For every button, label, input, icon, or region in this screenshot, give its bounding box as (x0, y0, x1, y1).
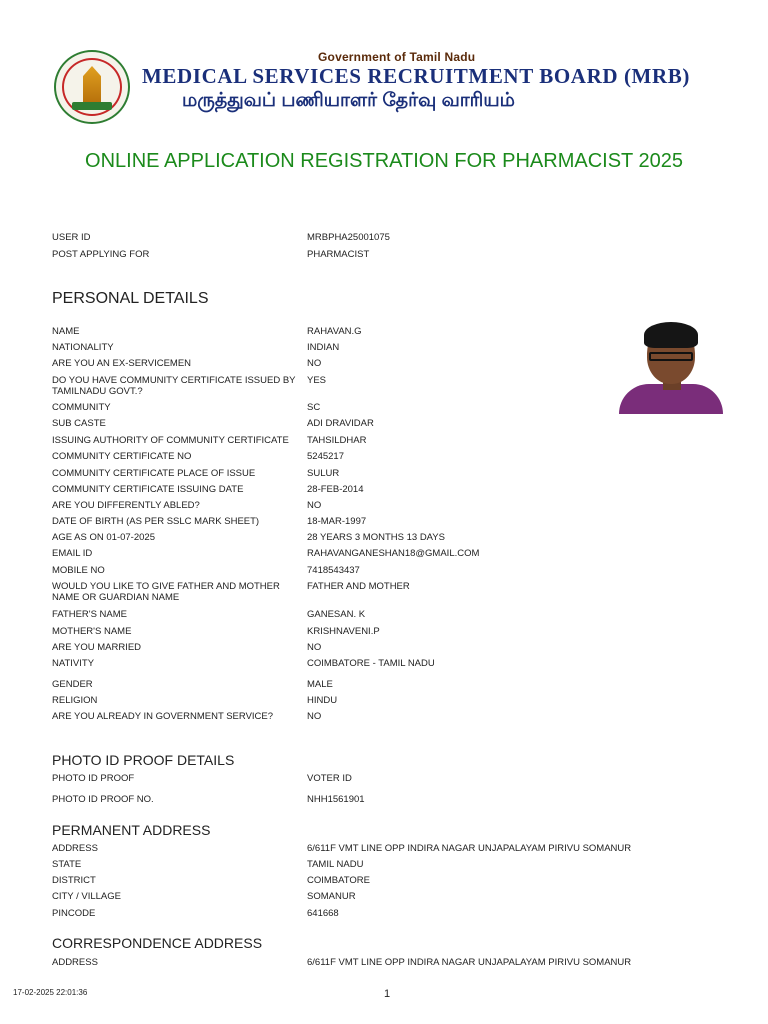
field-label: NAME (52, 326, 80, 337)
field-value: HINDU (307, 695, 338, 706)
field-label: ARE YOU MARRIED (52, 642, 142, 653)
page-number: 1 (384, 988, 391, 1000)
field-label: USER ID (52, 232, 91, 243)
field-label: DATE OF BIRTH (AS PER SSLC MARK SHEET) (52, 516, 260, 527)
field-value: KRISHNAVENI.P (307, 626, 380, 637)
field-value: COIMBATORE (307, 875, 370, 886)
field-label: COMMUNITY CERTIFICATE PLACE OF ISSUE (52, 468, 256, 479)
field-value: TAHSILDHAR (307, 435, 367, 446)
field-value: RAHAVAN.G (307, 326, 362, 337)
field-value: 7418543437 (307, 565, 360, 576)
field-value: SC (307, 402, 321, 413)
field-label: NATIVITY (52, 658, 95, 669)
field-value: NO (307, 642, 322, 653)
field-value: INDIAN (307, 342, 340, 353)
field-label: ARE YOU DIFFERENTLY ABLED? (52, 500, 200, 511)
board-name: MEDICAL SERVICES RECRUITMENT BOARD (MRB) (142, 64, 690, 88)
field-label: ADDRESS (52, 957, 98, 968)
field-label: DO YOU HAVE COMMUNITY CERTIFICATE ISSUED BY TAMILNADU GOVT.? (52, 375, 296, 397)
field-label: SUB CASTE (52, 418, 106, 429)
section-heading-personal: PERSONAL DETAILS (52, 290, 209, 307)
field-label: COMMUNITY CERTIFICATE NO (52, 451, 192, 462)
field-label: MOTHER'S NAME (52, 626, 132, 637)
field-label: POST APPLYING FOR (52, 249, 150, 260)
field-value: NO (307, 500, 322, 511)
field-value: MALE (307, 679, 333, 690)
field-label: ISSUING AUTHORITY OF COMMUNITY CERTIFICATE (52, 435, 289, 446)
field-label: WOULD YOU LIKE TO GIVE FATHER AND MOTHER NAME OR GUARDIAN NAME (52, 581, 280, 603)
government-line: Government of Tamil Nadu (318, 50, 476, 64)
print-timestamp: 17-02-2025 22:01:36 (13, 988, 88, 997)
field-label: STATE (52, 859, 82, 870)
field-label: FATHER'S NAME (52, 609, 128, 620)
section-heading-photo-id: PHOTO ID PROOF DETAILS (52, 752, 235, 768)
field-label: ADDRESS (52, 843, 98, 854)
field-value: RAHAVANGANESHAN18@GMAIL.COM (307, 548, 480, 559)
field-label: PINCODE (52, 908, 96, 919)
field-label: GENDER (52, 679, 93, 690)
field-value: NHH1561901 (307, 794, 365, 805)
tamil-nadu-emblem-icon (54, 50, 130, 124)
header-banner (52, 48, 712, 128)
field-value: COIMBATORE - TAMIL NADU (307, 658, 435, 669)
field-label: PHOTO ID PROOF (52, 773, 135, 784)
board-name-tamil: மருத்துவப் பணியாளர் தேர்வு வாரியம் (182, 90, 515, 111)
field-value: 6/611F VMT LINE OPP INDIRA NAGAR UNJAPALAYAM PIRIVU SOMANUR (307, 957, 632, 968)
field-label: AGE AS ON 01-07-2025 (52, 532, 155, 543)
field-value: 28 YEARS 3 MONTHS 13 DAYS (307, 532, 445, 543)
field-label: RELIGION (52, 695, 98, 706)
field-value: 18-MAR-1997 (307, 516, 367, 527)
field-value: NO (307, 358, 322, 369)
section-heading-correspondence-address: CORRESPONDENCE ADDRESS (52, 935, 263, 951)
section-heading-permanent-address: PERMANENT ADDRESS (52, 822, 211, 838)
field-value: ADI DRAVIDAR (307, 418, 374, 429)
field-value: YES (307, 375, 327, 386)
field-label: NATIONALITY (52, 342, 114, 353)
field-value: TAMIL NADU (307, 859, 364, 870)
field-value: 5245217 (307, 451, 344, 462)
field-value: VOTER ID (307, 773, 352, 784)
field-value: SULUR (307, 468, 340, 479)
field-label: CITY / VILLAGE (52, 891, 121, 902)
field-label: COMMUNITY (52, 402, 111, 413)
field-label: ARE YOU ALREADY IN GOVERNMENT SERVICE? (52, 711, 274, 722)
field-value: MRBPHA25001075 (307, 232, 390, 243)
field-value: 28-FEB-2014 (307, 484, 364, 495)
field-label: MOBILE NO (52, 565, 105, 576)
field-label: PHOTO ID PROOF NO. (52, 794, 154, 805)
field-value: SOMANUR (307, 891, 356, 902)
field-label: DISTRICT (52, 875, 96, 886)
field-value: PHARMACIST (307, 249, 370, 260)
field-label: EMAIL ID (52, 548, 93, 559)
field-value: 641668 (307, 908, 339, 919)
field-label: ARE YOU AN EX-SERVICEMEN (52, 358, 192, 369)
field-label: COMMUNITY CERTIFICATE ISSUING DATE (52, 484, 244, 495)
field-value: FATHER AND MOTHER (307, 581, 410, 592)
page-title: ONLINE APPLICATION REGISTRATION FOR PHARMACIST 2025 (85, 150, 683, 172)
field-value: 6/611F VMT LINE OPP INDIRA NAGAR UNJAPALAYAM PIRIVU SOMANUR (307, 843, 632, 854)
field-value: GANESAN. K (307, 609, 366, 620)
field-value: NO (307, 711, 322, 722)
